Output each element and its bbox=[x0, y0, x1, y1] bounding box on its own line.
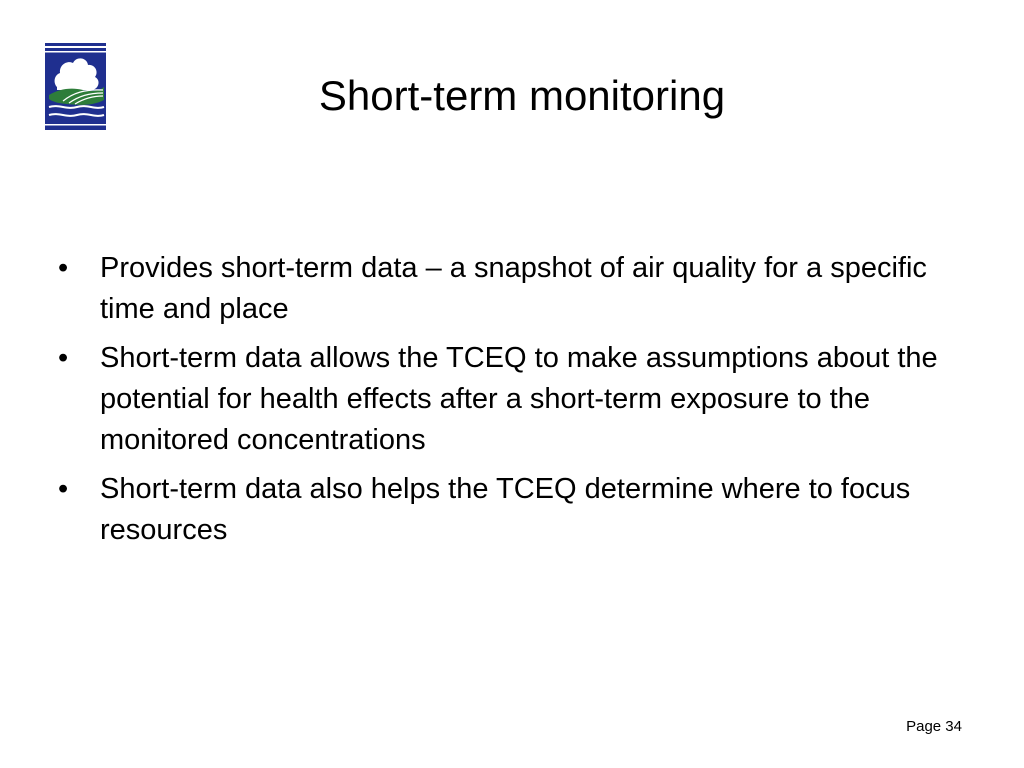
bullet-glyph: • bbox=[58, 473, 69, 505]
bullet-item bbox=[58, 248, 968, 330]
bullet-list bbox=[58, 248, 968, 559]
bullet-glyph: • bbox=[58, 252, 69, 284]
slide-title: Short-term monitoring bbox=[318, 72, 726, 119]
bullet-text: Provides short-term data – a snapshot of air quality for a specific time and place bbox=[100, 252, 927, 325]
bullet-item bbox=[58, 469, 968, 551]
bullet-item bbox=[58, 338, 968, 461]
bullet-text: Short-term data also helps the TCEQ determine where to focus resources bbox=[100, 473, 911, 546]
bullet-glyph: • bbox=[58, 342, 69, 374]
page-number: Page 34 bbox=[906, 718, 962, 735]
bullet-text: Short-term data allows the TCEQ to make assumptions about the potential for health effects after a short-term exposure to the monitored concentrations bbox=[100, 342, 938, 456]
